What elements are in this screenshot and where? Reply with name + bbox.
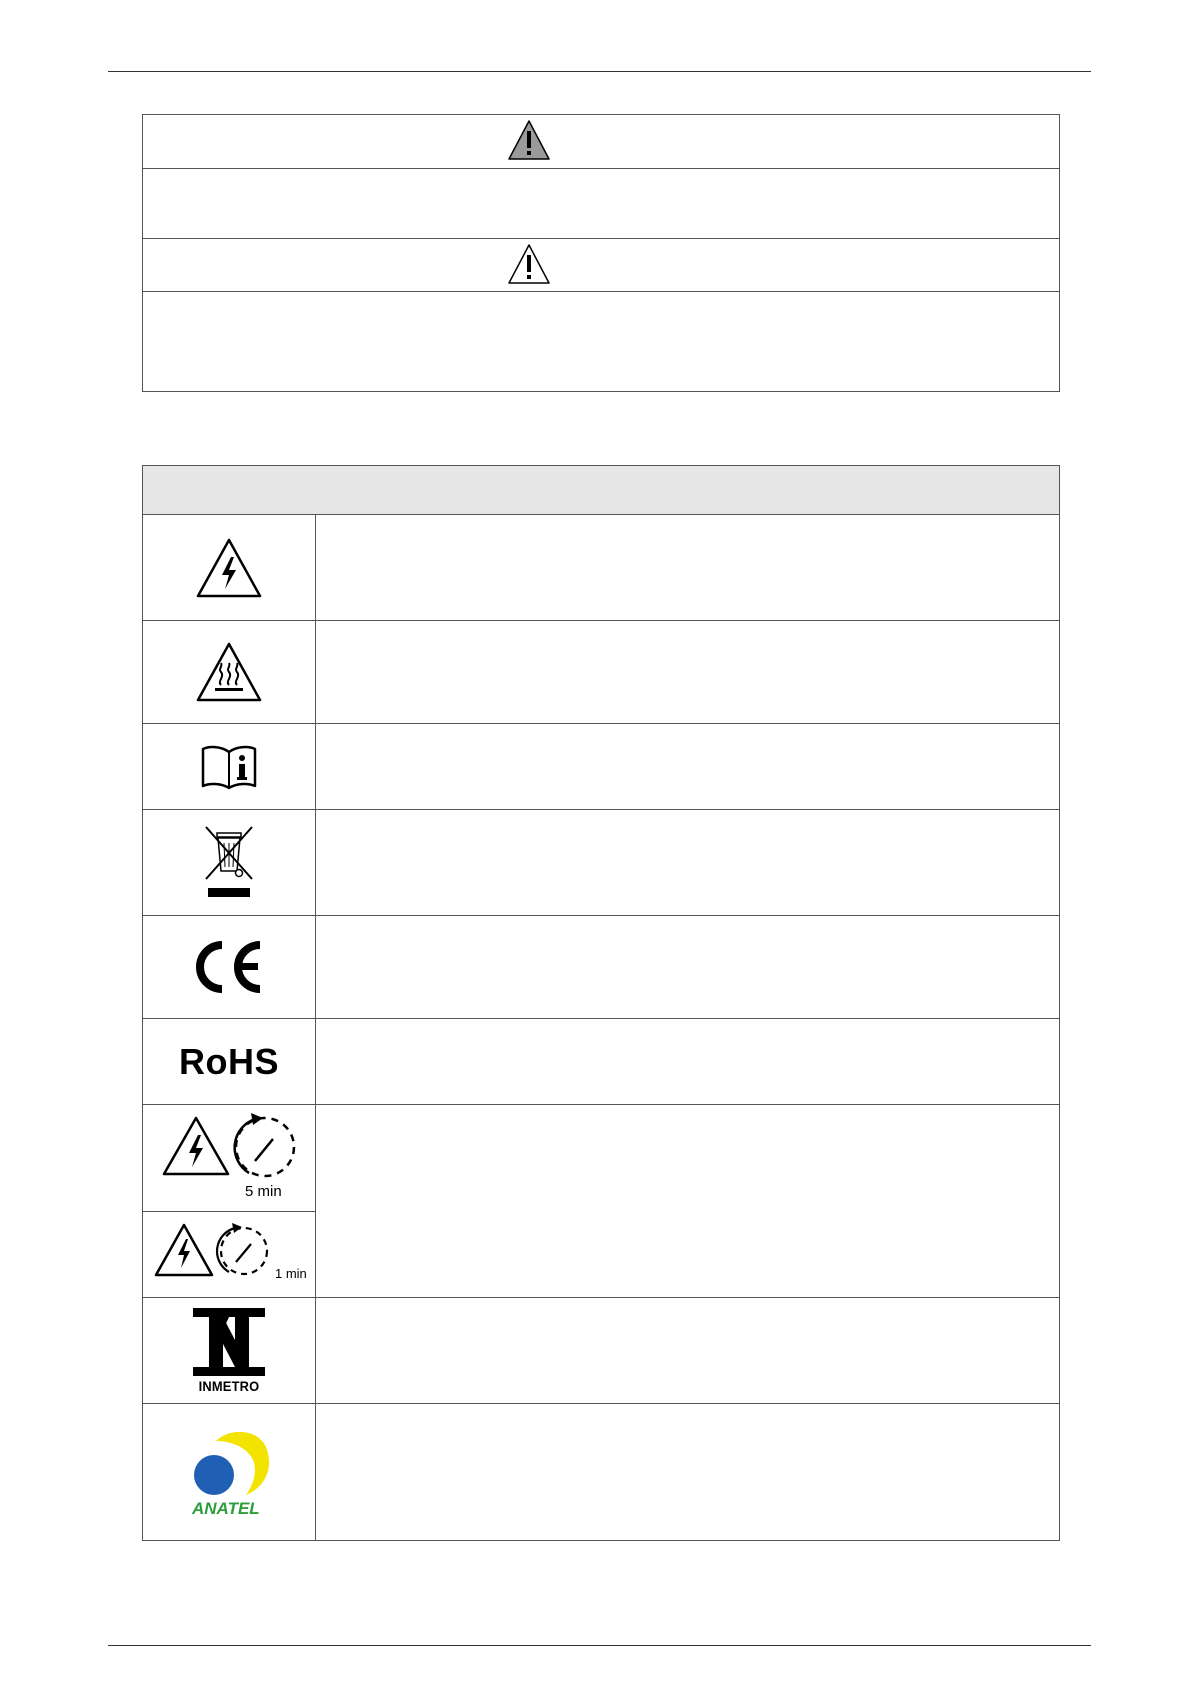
timer-dashed-icon — [229, 1109, 297, 1179]
inmetro-label: INMETRO — [198, 1377, 260, 1394]
ce-mark-icon — [192, 939, 266, 995]
header-description — [316, 466, 1059, 514]
discharge-5min-label: 5 min — [245, 1183, 282, 1200]
discharge-5min-cell — [143, 1105, 315, 1211]
high-voltage-icon — [153, 1222, 215, 1278]
discharge-1min-label: 1 min — [275, 1266, 307, 1281]
warning-triangle-filled-icon — [507, 119, 551, 161]
table-row — [143, 1298, 1059, 1404]
high-voltage-icon — [161, 1115, 231, 1177]
warning-header-row — [143, 115, 1059, 169]
table-row — [143, 621, 1059, 724]
warning-box — [142, 114, 1060, 392]
table-row — [143, 515, 1059, 621]
discharge-1min-cell — [143, 1212, 315, 1298]
anatel-mark-icon — [184, 1425, 274, 1505]
table-header-row — [143, 466, 1059, 515]
top-rule — [108, 71, 1091, 72]
caution-text-row — [143, 292, 1059, 393]
warning-triangle-outline-icon — [507, 243, 551, 285]
inmetro-logo-icon — [193, 1308, 265, 1376]
table-row — [143, 916, 1059, 1019]
anatel-logo-icon — [184, 1425, 274, 1521]
caution-header-row — [143, 239, 1059, 292]
table-row — [143, 810, 1059, 916]
anatel-label: ANATEL — [192, 1499, 260, 1518]
timer-dashed-icon — [215, 1220, 271, 1278]
table-row — [143, 1404, 1059, 1542]
table-row — [143, 1019, 1059, 1105]
high-voltage-icon — [195, 537, 263, 599]
read-manual-icon — [199, 744, 259, 790]
table-row — [143, 1105, 1059, 1298]
header-symbol — [143, 466, 315, 514]
rohs-mark-icon: RoHS — [179, 1040, 279, 1082]
symbol-table — [142, 465, 1060, 1541]
hot-surface-icon — [195, 641, 263, 703]
warning-text-row — [143, 169, 1059, 239]
bottom-rule — [108, 1645, 1091, 1646]
weee-crossed-bin-icon — [201, 825, 257, 901]
table-row — [143, 724, 1059, 810]
